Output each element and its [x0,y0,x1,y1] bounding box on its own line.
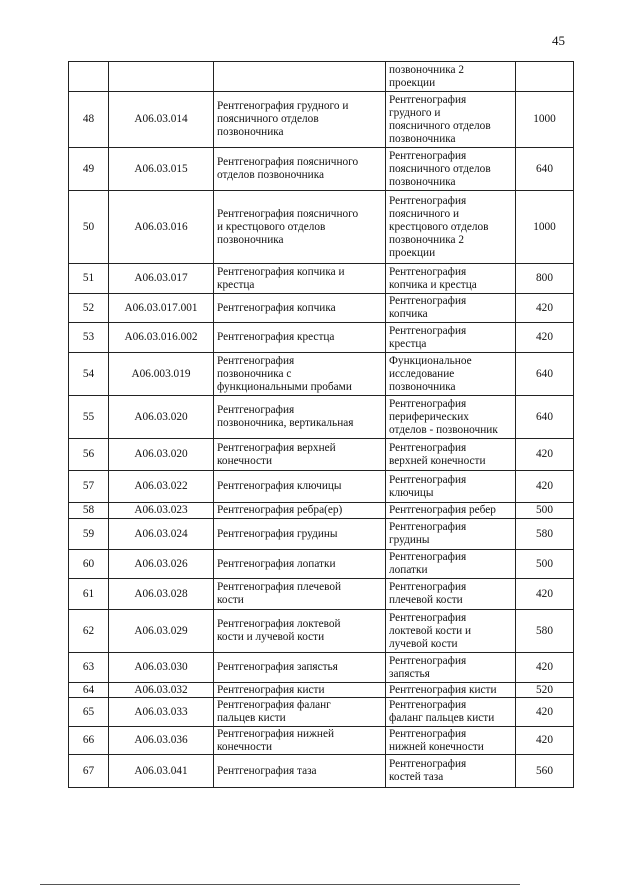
service-name-cell [214,471,386,503]
service-name-cell [214,519,386,550]
service-description-line: копчика [389,308,428,320]
service-name-line: Рентгенография нижней [217,727,335,740]
service-description-line: лопатки [389,564,428,576]
service-name-cell [214,579,386,610]
table-row [69,471,574,503]
service-description-line: Рентгенография [389,295,467,307]
service-code-cell: А06.03.023 [109,503,214,519]
service-name-cell [214,396,386,439]
service-description-cell [386,653,516,683]
service-name-line: позвоночника с [217,367,292,380]
service-code-cell: А06.003.019 [109,353,214,396]
service-description-line: нижней конечности [389,740,484,753]
service-description-line: позвоночника [389,175,456,188]
row-number-cell: 61 [69,579,109,610]
service-name-cell [214,294,386,323]
price-cell: 420 [516,727,574,755]
table-row [69,683,574,698]
service-description-line: грудины [389,534,430,546]
service-description-cell [386,191,516,264]
service-description-line: Рентгенография кисти [389,683,497,696]
service-description-line: позвоночника 2 [389,63,465,76]
service-description-cell [386,579,516,610]
table-row [69,148,574,191]
service-description-cell [386,471,516,503]
service-description-line: проекции [389,76,436,89]
service-code-cell: А06.03.028 [109,579,214,610]
service-name-cell [214,62,386,92]
price-cell: 500 [516,503,574,519]
table-row [69,323,574,353]
service-name-line: пальцев кисти [217,712,286,724]
table-row [69,698,574,727]
service-description-cell [386,294,516,323]
service-code-cell: А06.03.020 [109,396,214,439]
price-table-body [69,62,574,788]
service-name-cell [214,92,386,148]
table-row [69,610,574,653]
service-description-line: Рентгенография [389,699,467,711]
service-code-cell: А06.03.016 [109,191,214,264]
service-description-line: Рентгенография [389,194,467,207]
service-description-line: Рентгенография [389,265,467,278]
service-name-line: кости [217,594,244,606]
row-number-cell: 52 [69,294,109,323]
row-number-cell: 64 [69,683,109,698]
service-description-line: поясничного отделов [389,162,491,175]
service-description-line: поясничного и [389,207,460,220]
service-description-cell [386,610,516,653]
price-cell: 1000 [516,191,574,264]
table-row [69,62,574,92]
table-row [69,396,574,439]
service-name-line: Рентгенография [217,354,295,367]
service-name-cell [214,353,386,396]
service-name-line: поясничного отделов [217,113,319,125]
service-code-cell: А06.03.030 [109,653,214,683]
service-description-line: Рентгенография [389,727,467,740]
service-code-cell: А06.03.020 [109,439,214,471]
service-name-line: отделов позвоночника [217,169,325,181]
service-description-line: верхней конечности [389,454,486,467]
service-description-line: ключицы [389,486,434,499]
price-cell: 420 [516,653,574,683]
service-description-line: Рентгенография [389,324,467,337]
service-description-line: позвоночника [389,380,456,393]
row-number-cell: 49 [69,148,109,191]
service-name-line: Рентгенография крестца [217,331,335,343]
service-description-line: отделов - позвоночник [389,423,498,436]
price-cell: 560 [516,755,574,788]
service-name-cell [214,323,386,353]
service-code-cell: А06.03.022 [109,471,214,503]
table-row [69,264,574,294]
service-name-line: конечности [217,740,272,753]
service-description-line: копчика и крестца [389,278,477,291]
service-code-cell: А06.03.017.001 [109,294,214,323]
service-description-cell [386,92,516,148]
service-name-line: Рентгенография фаланг [217,699,331,711]
service-description-line: запястья [389,667,430,680]
service-code-cell: А06.03.015 [109,148,214,191]
service-description-cell [386,550,516,579]
service-code-cell: А06.03.024 [109,519,214,550]
service-name-cell [214,610,386,653]
service-description-line: Рентгенография [389,441,467,454]
bottom-rule [40,884,520,885]
service-name-line: функциональными пробами [217,380,352,393]
service-code-cell: А06.03.026 [109,550,214,579]
service-description-cell [386,727,516,755]
service-name-line: позвоночника, вертикальная [217,417,354,429]
row-number-cell: 60 [69,550,109,579]
price-cell: 640 [516,148,574,191]
service-name-cell [214,727,386,755]
service-description-line: позвоночника 2 [389,233,465,246]
table-row [69,92,574,148]
service-description-line: поясничного отделов [389,119,491,132]
service-description-line: Рентгенография [389,93,467,106]
price-cell: 580 [516,610,574,653]
service-description-line: позвоночника [389,132,456,145]
service-description-line: исследование [389,367,455,380]
service-description-cell [386,264,516,294]
row-number-cell: 59 [69,519,109,550]
service-description-line: периферических [389,410,469,423]
service-name-cell [214,698,386,727]
table-row [69,191,574,264]
row-number-cell: 50 [69,191,109,264]
row-number-cell: 55 [69,396,109,439]
service-name-line: конечности [217,454,272,467]
service-description-line: Рентгенография [389,758,467,770]
price-cell: 800 [516,264,574,294]
service-name-line: Рентгенография поясничного [217,156,359,168]
price-cell: 420 [516,471,574,503]
service-name-line: крестца [217,278,255,291]
row-number-cell: 58 [69,503,109,519]
service-code-cell: А06.03.017 [109,264,214,294]
price-cell: 520 [516,683,574,698]
row-number-cell: 56 [69,439,109,471]
service-code-cell: А06.03.036 [109,727,214,755]
service-description-line: Функциональное [389,354,472,367]
page-number: 45 [552,33,565,48]
row-number-cell: 57 [69,471,109,503]
service-name-line: Рентгенография копчика [217,301,336,314]
service-code-cell: А06.03.041 [109,755,214,788]
table-row [69,579,574,610]
service-description-cell [386,683,516,698]
service-description-cell [386,519,516,550]
row-number-cell [69,62,109,92]
price-cell: 420 [516,439,574,471]
service-description-cell [386,439,516,471]
table-row [69,653,574,683]
service-description-line: локтевой кости и [389,624,472,637]
service-description-line: Рентгенография [389,149,467,162]
service-name-line: Рентгенография [217,404,295,416]
service-description-cell [386,755,516,788]
table-row [69,755,574,788]
service-description-line: Рентгенография ребер [389,504,496,516]
service-description-line: костей таза [389,771,444,783]
service-description-line: Рентгенография [389,551,467,563]
row-number-cell: 63 [69,653,109,683]
service-description-cell [386,148,516,191]
price-cell: 640 [516,396,574,439]
price-table [68,61,574,788]
service-name-line: Рентгенография кисти [217,683,325,696]
service-description-cell [386,62,516,92]
service-name-cell [214,264,386,294]
service-name-line: Рентгенография поясничного [217,207,359,220]
service-description-line: фаланг пальцев кисти [389,712,495,724]
service-code-cell: А06.03.032 [109,683,214,698]
row-number-cell: 67 [69,755,109,788]
service-description-line: грудного и [389,106,441,119]
service-description-line: проекции [389,246,436,259]
service-name-cell [214,191,386,264]
service-description-line: Рентгенография [389,654,467,667]
service-name-line: Рентгенография копчика и [217,265,345,278]
service-description-cell [386,503,516,519]
service-description-cell [386,698,516,727]
price-cell: 640 [516,353,574,396]
service-description-line: плечевой кости [389,594,463,606]
service-name-cell [214,439,386,471]
table-row [69,550,574,579]
price-cell: 420 [516,698,574,727]
service-description-line: Рентгенография [389,397,467,410]
service-name-cell [214,653,386,683]
service-name-line: Рентгенография верхней [217,441,336,454]
service-name-line: Рентгенография ребра(ер) [217,504,343,516]
service-name-line: Рентгенография локтевой [217,618,341,630]
service-description-line: лучевой кости [389,637,458,650]
service-code-cell: А06.03.033 [109,698,214,727]
service-description-line: Рентгенография [389,521,467,533]
service-name-line: Рентгенография лопатки [217,557,336,570]
price-cell: 500 [516,550,574,579]
service-name-cell [214,148,386,191]
service-code-cell: А06.03.029 [109,610,214,653]
service-description-line: крестцового отделов [389,220,489,233]
service-name-line: и крестцового отделов [217,220,326,233]
table-row [69,519,574,550]
row-number-cell: 54 [69,353,109,396]
service-name-cell [214,683,386,698]
service-name-line: Рентгенография запястья [217,661,338,673]
service-name-line: Рентгенография таза [217,764,317,777]
service-name-line: Рентгенография грудного и [217,100,349,112]
service-name-cell [214,550,386,579]
service-name-cell [214,755,386,788]
service-name-line: Рентгенография плечевой [217,581,342,593]
row-number-cell: 65 [69,698,109,727]
row-number-cell: 62 [69,610,109,653]
service-description-line: крестца [389,337,427,350]
service-code-cell: А06.03.016.002 [109,323,214,353]
price-cell: 1000 [516,92,574,148]
table-row [69,439,574,471]
price-cell: 580 [516,519,574,550]
price-cell: 420 [516,294,574,323]
price-cell: 420 [516,323,574,353]
service-description-line: Рентгенография [389,581,467,593]
service-name-line: Рентгенография грудины [217,527,338,540]
service-code-cell: А06.03.014 [109,92,214,148]
service-description-cell [386,396,516,439]
table-row [69,294,574,323]
service-description-line: Рентгенография [389,473,467,486]
service-description-line: Рентгенография [389,611,467,624]
service-name-line: позвоночника [217,126,284,138]
service-name-line: кости и лучевой кости [217,631,325,643]
service-description-cell [386,323,516,353]
service-name-line: позвоночника [217,233,284,246]
service-code-cell [109,62,214,92]
table-row [69,503,574,519]
price-cell: 420 [516,579,574,610]
table-row [69,353,574,396]
row-number-cell: 66 [69,727,109,755]
service-description-cell [386,353,516,396]
row-number-cell: 48 [69,92,109,148]
service-name-line: Рентгенография ключицы [217,480,342,492]
service-name-cell [214,503,386,519]
row-number-cell: 53 [69,323,109,353]
row-number-cell: 51 [69,264,109,294]
table-row [69,727,574,755]
price-cell [516,62,574,92]
